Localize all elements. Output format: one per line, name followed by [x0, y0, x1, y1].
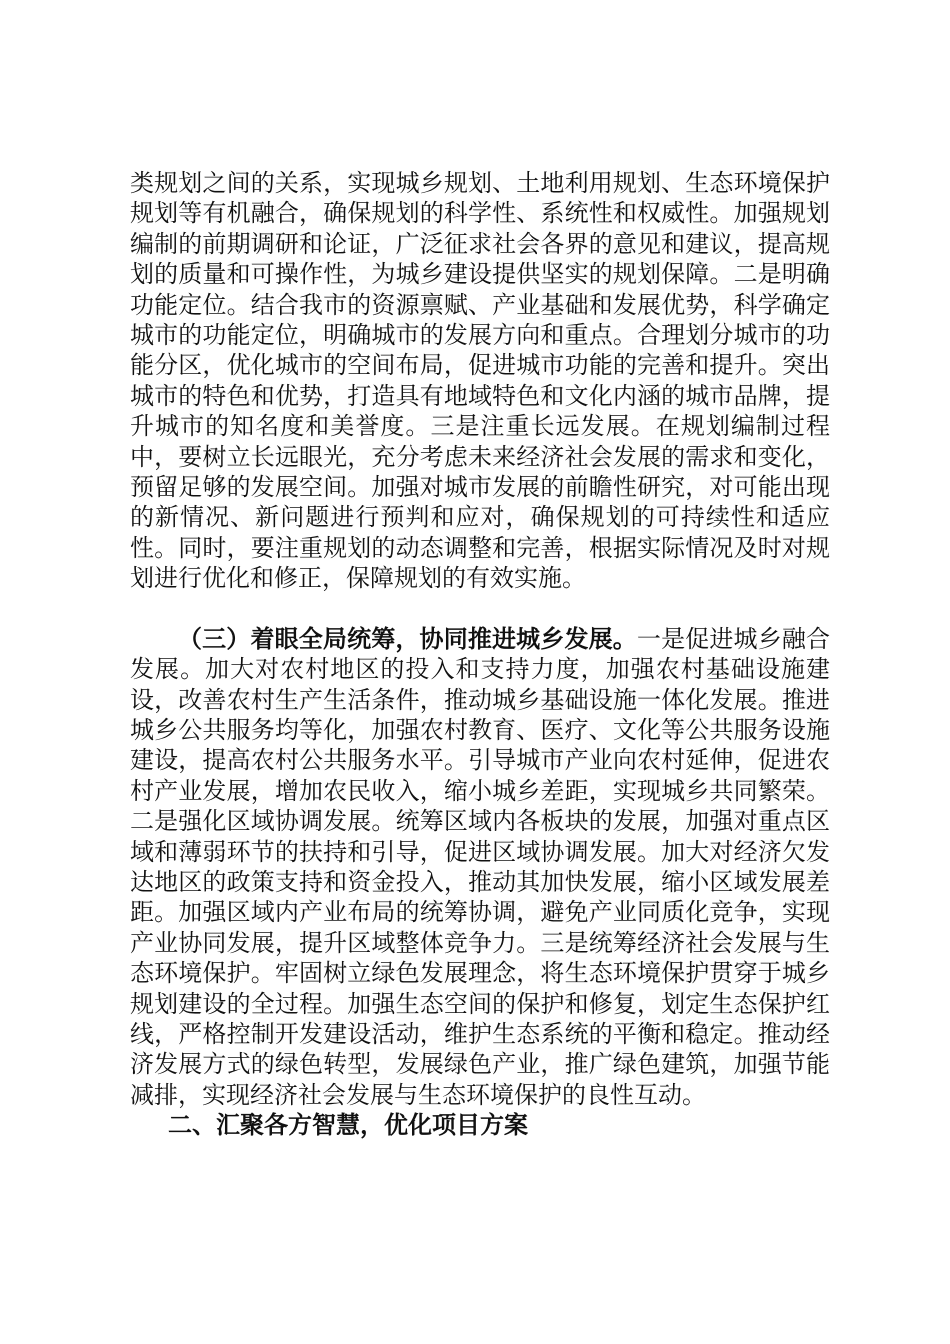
paragraph-planning-continuation: 类规划之间的关系，实现城乡规划、土地利用规划、生态环境保护规划等有机融合，确保规划的科学性、系统性和权威性。加强规划编制的前期调研和论证，广泛征求社会各界的意见和建议，提高规划的质量和可操作性，为城乡建设提供坚实的规划保障。二是明确功能定位。结合我市的资源禀赋、产业基础和发展优势，科学确定城市的功能定位，明确城市的发展方向和重点。合理划分城市的功能分区，优化城市的空间布局，促进城市功能的完善和提升。突出城市的特色和优势，打造具有地域特色和文化内涵的城市品牌，提升城市的知名度和美誉度。三是注重长远发展。在规划编制过程中，要树立长远眼光，充分考虑未来经济社会发展的需求和变化，预留足够的发展空间。加强对城市发展的前瞻性研究，对可能出现的新情况、新问题进行预判和应对，确保规划的可持续性和适应性。同时，要注重规划的动态调整和完善，根据实际情况及时对规划进行优化和修正，保障规划的有效实施。 [130, 169, 830, 593]
paragraph-lead-heading: （三）着眼全局统筹，协同推进城乡发展。 [178, 623, 637, 653]
paragraph-urban-rural-coordination [130, 624, 830, 1111]
paragraph-body-text: 一是促进城乡融合发展。加大对农村地区的投入和支持力度，加强农村基础设施建设，改善农村生产生活条件，推动城乡基础设施一体化发展。推进城乡公共服务均等化，加强农村教育、医疗、文化等公共服务设施建设，提高农村公共服务水平。引导城市产业向农村延伸，促进农村产业发展，增加农民收入，缩小城乡差距，实现城乡共同繁荣。二是强化区域协调发展。统筹区域内各板块的发展，加强对重点区域和薄弱环节的扶持和引导，促进区域协调发展。加大对经济欠发达地区的政策支持和资金投入，推动其加快发展，缩小区域发展差距。加强区域内产业布局的统筹协调，避免产业同质化竞争，实现产业协同发展，提升区域整体竞争力。三是统筹经济社会发展与生态环境保护。牢固树立绿色发展理念，将生态环境保护贯穿于城乡规划建设的全过程。加强生态空间的保护和修复，划定生态保护红线，严格控制开发建设活动，维护生态系统的平衡和稳定。推动经济发展方式的绿色转型，发展绿色产业，推广绿色建筑，加强节能减排，实现经济社会发展与生态环境保护的良性互动。 [130, 624, 830, 1109]
document-page [130, 168, 830, 1141]
section-heading: 二、汇聚各方智慧，优化项目方案 [168, 1110, 528, 1140]
